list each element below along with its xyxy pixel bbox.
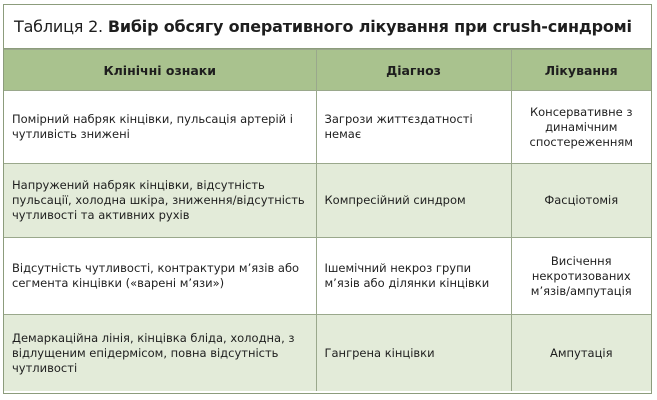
cell-clinical-signs: Помірний набряк кінцівки, пульсація артерій і чутливість знижені bbox=[4, 91, 316, 164]
cell-clinical-signs: Напружений набряк кінцівки, відсутність пульсації, холодна шкіра, зниження/відсутність чутливості та активних рухів bbox=[4, 164, 316, 238]
cell-diagnosis: Загрози життєздатності немає bbox=[316, 91, 511, 164]
cell-diagnosis: Ішемічний некроз групи м’язів або ділянки кінцівки bbox=[316, 238, 511, 315]
treatment-table bbox=[4, 49, 651, 391]
cell-treatment: Висічення некротизованих м’язів/ампутація bbox=[511, 238, 651, 315]
table-row bbox=[4, 91, 651, 164]
header-clinical-signs: Клінічні ознаки bbox=[4, 50, 316, 91]
cell-clinical-signs: Демаркаційна лінія, кінцівка бліда, холодна, з відлущеним епідермісом, повна відсутність чутливості bbox=[4, 315, 316, 392]
cell-diagnosis: Гангрена кінцівки bbox=[316, 315, 511, 392]
cell-clinical-signs: Відсутність чутливості, контрактури м’язів або сегмента кінцівки («варені м’язи») bbox=[4, 238, 316, 315]
header-row bbox=[4, 50, 651, 91]
cell-treatment: Фасціотомія bbox=[511, 164, 651, 238]
table-row bbox=[4, 238, 651, 315]
header-diagnosis: Діагноз bbox=[316, 50, 511, 91]
header-treatment: Лікування bbox=[511, 50, 651, 91]
cell-diagnosis: Компресійний синдром bbox=[316, 164, 511, 238]
table-title bbox=[4, 5, 651, 49]
table-title-main: Вибір обсягу оперативного лікування при crush-синдромі bbox=[107, 17, 632, 36]
cell-treatment: Консервативне з динамічним спостереженням bbox=[511, 91, 651, 164]
cell-treatment: Ампутація bbox=[511, 315, 651, 392]
table-title-prefix: Таблиця 2. bbox=[14, 17, 108, 36]
table-row bbox=[4, 164, 651, 238]
table-container bbox=[3, 4, 652, 394]
table-row bbox=[4, 315, 651, 392]
